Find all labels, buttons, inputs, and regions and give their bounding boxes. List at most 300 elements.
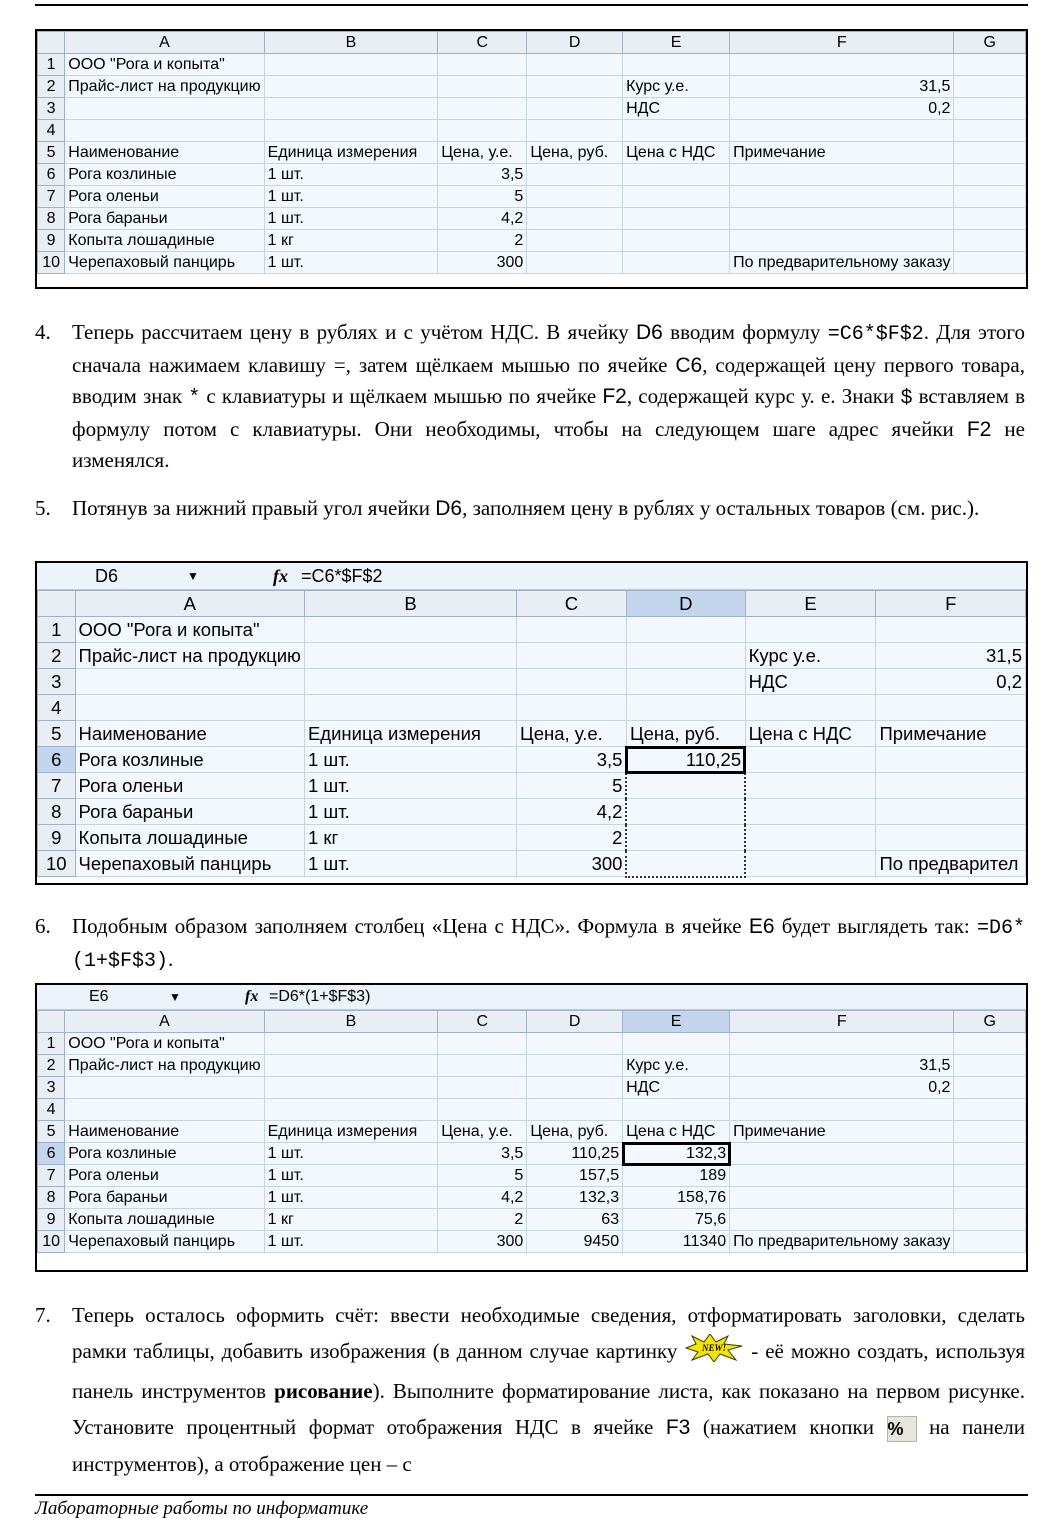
cell-d7[interactable] bbox=[626, 773, 745, 799]
cell-c9[interactable]: 2 bbox=[517, 825, 627, 851]
column-header-e[interactable]: E bbox=[623, 32, 730, 54]
cell-f4[interactable] bbox=[730, 1099, 954, 1121]
step-number: 5. bbox=[35, 496, 51, 520]
cell-a5[interactable]: Наименование bbox=[65, 1121, 264, 1143]
cell-d1[interactable] bbox=[527, 1033, 623, 1055]
cell-b6[interactable]: 1 шт. bbox=[304, 747, 516, 773]
cell-d9[interactable] bbox=[527, 230, 623, 252]
cell-f9[interactable] bbox=[730, 1209, 954, 1231]
cell-e1[interactable] bbox=[623, 54, 730, 76]
cell-a1[interactable]: ООО "Рога и копыта" bbox=[65, 54, 264, 76]
cell-d7[interactable] bbox=[527, 186, 623, 208]
step-6 bbox=[35, 911, 1025, 977]
cell-c9[interactable]: 2 bbox=[438, 230, 527, 252]
cell-d4[interactable] bbox=[626, 695, 745, 721]
formula-input[interactable]: =D6*(1+$F$3) bbox=[269, 988, 371, 1005]
cell-f8[interactable] bbox=[730, 208, 954, 230]
cell-c10[interactable]: 300 bbox=[438, 1231, 527, 1253]
cell-b4[interactable] bbox=[264, 1099, 438, 1121]
cell-c6[interactable]: 3,5 bbox=[438, 1143, 527, 1165]
table-row bbox=[38, 1143, 1026, 1165]
cell-c2[interactable] bbox=[517, 643, 627, 669]
cell-f8[interactable] bbox=[876, 799, 1026, 825]
cell-b7[interactable]: 1 шт. bbox=[304, 773, 516, 799]
cell-c1[interactable] bbox=[438, 1033, 527, 1055]
cell-g7[interactable] bbox=[954, 186, 1026, 208]
cell-a7[interactable]: Рога оленьи bbox=[75, 773, 304, 799]
cell-f10[interactable]: По предварительному заказу bbox=[730, 1231, 954, 1253]
text: Подобным образом заполняем столбец «Цена с НДС». Формула в ячейке bbox=[72, 914, 749, 938]
cell-g1[interactable] bbox=[954, 1033, 1026, 1055]
cell-a10[interactable]: Черепаховый панцирь bbox=[65, 252, 264, 274]
cell-b1[interactable] bbox=[264, 54, 438, 76]
cell-b5[interactable]: Единица измерения bbox=[264, 142, 438, 164]
cell-f7[interactable] bbox=[730, 1165, 954, 1187]
name-box-dropdown-icon[interactable]: ▼ bbox=[187, 569, 199, 583]
cell-c10[interactable]: 300 bbox=[438, 252, 527, 274]
cell-e8[interactable] bbox=[623, 208, 730, 230]
cell-a9[interactable]: Копыта лошадиные bbox=[65, 230, 264, 252]
table-row bbox=[38, 98, 1026, 120]
row-header-9[interactable]: 9 bbox=[38, 825, 76, 851]
text: вставляем в формулу потом с клавиатуры. Они необходимы, чтобы на следующем шаге адрес ячейки bbox=[72, 384, 1025, 441]
cell-f4[interactable] bbox=[876, 695, 1026, 721]
cell-d5[interactable]: Цена, руб. bbox=[626, 721, 745, 747]
column-header-a[interactable]: A bbox=[65, 1011, 264, 1033]
column-header-c[interactable]: C bbox=[517, 591, 627, 617]
cell-c7[interactable]: 5 bbox=[438, 186, 527, 208]
cell-f10[interactable]: По предварительному заказу bbox=[730, 252, 954, 274]
row-header-8[interactable]: 8 bbox=[38, 1187, 65, 1209]
cell-e2[interactable]: Курс у.е. bbox=[623, 76, 730, 98]
cell-f1[interactable] bbox=[730, 54, 954, 76]
cell-f5[interactable]: Примечание bbox=[876, 721, 1026, 747]
column-header-b[interactable]: B bbox=[304, 591, 516, 617]
cell-e5[interactable]: Цена с НДС bbox=[623, 142, 730, 164]
column-header-a[interactable]: A bbox=[75, 591, 304, 617]
cell-g10[interactable] bbox=[954, 1231, 1026, 1253]
cell-c2[interactable] bbox=[438, 1055, 527, 1077]
column-header-e[interactable]: E bbox=[745, 591, 876, 617]
cell-c8[interactable]: 4,2 bbox=[438, 208, 527, 230]
cell-g7[interactable] bbox=[954, 1165, 1026, 1187]
table-row bbox=[38, 721, 1026, 747]
row-header-3[interactable]: 3 bbox=[38, 669, 76, 695]
cell-f6[interactable] bbox=[730, 164, 954, 186]
cell-e7[interactable]: 189 bbox=[623, 1165, 730, 1187]
cell-f7[interactable] bbox=[876, 773, 1026, 799]
cell-c2[interactable] bbox=[438, 76, 527, 98]
cell-g9[interactable] bbox=[954, 1209, 1026, 1231]
cell-b8[interactable]: 1 шт. bbox=[304, 799, 516, 825]
cell-a8[interactable]: Рога бараньи bbox=[65, 208, 264, 230]
cell-d6[interactable] bbox=[527, 164, 623, 186]
cell-e8[interactable]: 158,76 bbox=[623, 1187, 730, 1209]
cell-d3[interactable] bbox=[527, 98, 623, 120]
row-header-6[interactable]: 6 bbox=[38, 164, 65, 186]
formula: =C6*$F$2 bbox=[827, 323, 924, 346]
cell-g4[interactable] bbox=[954, 120, 1026, 142]
cell-d10[interactable] bbox=[626, 851, 745, 877]
cell-c7[interactable]: 5 bbox=[438, 1165, 527, 1187]
cell-f9[interactable] bbox=[730, 230, 954, 252]
cell-e4[interactable] bbox=[623, 120, 730, 142]
cell-ref: F3 bbox=[665, 1415, 691, 1439]
cell-c5[interactable]: Цена, у.е. bbox=[438, 142, 527, 164]
cell-g1[interactable] bbox=[954, 54, 1026, 76]
cell-b2[interactable] bbox=[304, 643, 516, 669]
cell-a1[interactable]: ООО "Рога и копыта" bbox=[75, 617, 304, 643]
cell-c4[interactable] bbox=[517, 695, 627, 721]
cell-d3[interactable] bbox=[626, 669, 745, 695]
row-header-7[interactable]: 7 bbox=[38, 773, 76, 799]
table-row bbox=[38, 643, 1026, 669]
cell-e7[interactable] bbox=[745, 773, 876, 799]
cell-f2[interactable]: 31,5 bbox=[730, 76, 954, 98]
cell-f2[interactable]: 31,5 bbox=[730, 1055, 954, 1077]
cell-d2[interactable] bbox=[527, 1055, 623, 1077]
cell-g5[interactable] bbox=[954, 142, 1026, 164]
cell-b2[interactable] bbox=[264, 76, 438, 98]
cell-e2[interactable]: Курс у.е. bbox=[623, 1055, 730, 1077]
cell-f5[interactable]: Примечание bbox=[730, 1121, 954, 1143]
cell-d6[interactable]: 110,25 bbox=[626, 747, 745, 773]
cell-d10[interactable] bbox=[527, 252, 623, 274]
cell-d5[interactable]: Цена, руб. bbox=[527, 142, 623, 164]
cell-d7[interactable]: 157,5 bbox=[527, 1165, 623, 1187]
cell-e7[interactable] bbox=[623, 186, 730, 208]
function-icon[interactable]: fx bbox=[245, 988, 259, 1005]
step-4 bbox=[35, 317, 1025, 475]
row-header-7[interactable]: 7 bbox=[38, 186, 65, 208]
cell-e9[interactable] bbox=[745, 825, 876, 851]
cell-b9[interactable]: 1 кг bbox=[304, 825, 516, 851]
cell-f1[interactable] bbox=[876, 617, 1026, 643]
cell-c5[interactable]: Цена, у.е. bbox=[517, 721, 627, 747]
cell-b10[interactable]: 1 шт. bbox=[264, 252, 438, 274]
cell-e4[interactable] bbox=[623, 1099, 730, 1121]
cell-f8[interactable] bbox=[730, 1187, 954, 1209]
step-text bbox=[72, 911, 1025, 977]
cell-g10[interactable] bbox=[954, 252, 1026, 274]
cell-a3[interactable] bbox=[65, 98, 264, 120]
cell-a10[interactable]: Черепаховый панцирь bbox=[65, 1231, 264, 1253]
cell-g8[interactable] bbox=[954, 1187, 1026, 1209]
row-header-9[interactable]: 9 bbox=[38, 230, 65, 252]
cell-a5[interactable]: Наименование bbox=[65, 142, 264, 164]
table-row bbox=[38, 1187, 1026, 1209]
cell-b3[interactable] bbox=[264, 98, 438, 120]
cell-e9[interactable] bbox=[623, 230, 730, 252]
cell-b1[interactable] bbox=[304, 617, 516, 643]
row-header-4[interactable]: 4 bbox=[38, 1099, 65, 1121]
table-row bbox=[38, 1033, 1026, 1055]
name-box[interactable]: D6 bbox=[95, 566, 119, 586]
row-header-2[interactable]: 2 bbox=[38, 643, 76, 669]
text: будет выглядеть так: bbox=[774, 914, 977, 938]
cell-b6[interactable]: 1 шт. bbox=[264, 1143, 438, 1165]
cell-c9[interactable]: 2 bbox=[438, 1209, 527, 1231]
row-header-10[interactable]: 10 bbox=[38, 851, 76, 877]
cell-e6[interactable]: 132,3 bbox=[623, 1143, 730, 1165]
cell-f7[interactable] bbox=[730, 186, 954, 208]
row-header-3[interactable]: 3 bbox=[38, 98, 65, 120]
cell-d2[interactable] bbox=[527, 76, 623, 98]
row-header-10[interactable]: 10 bbox=[38, 1231, 65, 1253]
column-header-d[interactable]: D bbox=[527, 1011, 623, 1033]
row-header-4[interactable]: 4 bbox=[38, 695, 76, 721]
cell-b8[interactable]: 1 шт. bbox=[264, 1187, 438, 1209]
cell-g4[interactable] bbox=[954, 1099, 1026, 1121]
cell-f6[interactable] bbox=[730, 1143, 954, 1165]
cell-b5[interactable]: Единица измерения bbox=[304, 721, 516, 747]
cell-d1[interactable] bbox=[626, 617, 745, 643]
cell-a7[interactable]: Рога оленьи bbox=[65, 1165, 264, 1187]
cell-c5[interactable]: Цена, у.е. bbox=[438, 1121, 527, 1143]
cell-d9[interactable] bbox=[626, 825, 745, 851]
formula: =D6*(1+$F$3) bbox=[72, 917, 1025, 973]
cell-b9[interactable]: 1 кг bbox=[264, 230, 438, 252]
cell-d1[interactable] bbox=[527, 54, 623, 76]
cell-a8[interactable]: Рога бараньи bbox=[75, 799, 304, 825]
cell-b3[interactable] bbox=[304, 669, 516, 695]
column-header-f[interactable]: F bbox=[876, 591, 1026, 617]
row-header-4[interactable]: 4 bbox=[38, 120, 65, 142]
grid-3 bbox=[37, 1010, 1026, 1253]
cell-a6[interactable]: Рога козлиные bbox=[65, 1143, 264, 1165]
cell-b7[interactable]: 1 шт. bbox=[264, 1165, 438, 1187]
cell-a7[interactable]: Рога оленьи bbox=[65, 186, 264, 208]
cell-d10[interactable]: 9450 bbox=[527, 1231, 623, 1253]
cell-f9[interactable] bbox=[876, 825, 1026, 851]
name-box-dropdown-icon[interactable]: ▼ bbox=[169, 990, 181, 1004]
row-header-6[interactable]: 6 bbox=[38, 1143, 65, 1165]
cell-b3[interactable] bbox=[264, 1077, 438, 1099]
text: вводим формулу bbox=[662, 320, 828, 344]
cell-f5[interactable]: Примечание bbox=[730, 142, 954, 164]
row-header-3[interactable]: 3 bbox=[38, 1077, 65, 1099]
row-header-2[interactable]: 2 bbox=[38, 76, 65, 98]
cell-a6[interactable]: Рога козлиные bbox=[75, 747, 304, 773]
row-header-5[interactable]: 5 bbox=[38, 721, 76, 747]
cell-e2[interactable]: Курс у.е. bbox=[745, 643, 876, 669]
cell-d6[interactable]: 110,25 bbox=[527, 1143, 623, 1165]
cell-f3[interactable]: 0,2 bbox=[876, 669, 1026, 695]
cell-e1[interactable] bbox=[623, 1033, 730, 1055]
cell-d8[interactable] bbox=[527, 208, 623, 230]
cell-a5[interactable]: Наименование bbox=[75, 721, 304, 747]
cell-e10[interactable] bbox=[623, 252, 730, 274]
column-header-c[interactable]: C bbox=[438, 1011, 527, 1033]
cell-g6[interactable] bbox=[954, 1143, 1026, 1165]
step-text bbox=[72, 1297, 1025, 1482]
cell-g5[interactable] bbox=[954, 1121, 1026, 1143]
table-row bbox=[38, 142, 1026, 164]
cell-d4[interactable] bbox=[527, 120, 623, 142]
name-box[interactable]: E6 bbox=[89, 988, 109, 1005]
cell-ref: D6 bbox=[435, 497, 463, 520]
cell-c6[interactable]: 3,5 bbox=[517, 747, 627, 773]
cell-b9[interactable]: 1 кг bbox=[264, 1209, 438, 1231]
cell-d8[interactable] bbox=[626, 799, 745, 825]
row-header-6[interactable]: 6 bbox=[38, 747, 76, 773]
row-header-1[interactable]: 1 bbox=[38, 617, 76, 643]
cell-c7[interactable]: 5 bbox=[517, 773, 627, 799]
cell-f10[interactable]: По предварител bbox=[876, 851, 1026, 877]
cell-e10[interactable]: 11340 bbox=[623, 1231, 730, 1253]
cell-e5[interactable]: Цена с НДС bbox=[745, 721, 876, 747]
table-row bbox=[38, 825, 1026, 851]
column-header-g[interactable]: G bbox=[954, 32, 1026, 54]
cell-c4[interactable] bbox=[438, 1099, 527, 1121]
cell-g3[interactable] bbox=[954, 98, 1026, 120]
cell-ref: C6 bbox=[675, 354, 703, 377]
table-row bbox=[38, 747, 1026, 773]
cell-f3[interactable]: 0,2 bbox=[730, 1077, 954, 1099]
cell-c4[interactable] bbox=[438, 120, 527, 142]
new-badge-text: NEW! bbox=[702, 1342, 727, 1353]
cell-d8[interactable]: 132,3 bbox=[527, 1187, 623, 1209]
cell-a8[interactable]: Рога бараньи bbox=[65, 1187, 264, 1209]
cell-b10[interactable]: 1 шт. bbox=[304, 851, 516, 877]
cell-f1[interactable] bbox=[730, 1033, 954, 1055]
row-header-8[interactable]: 8 bbox=[38, 799, 76, 825]
row-header-5[interactable]: 5 bbox=[38, 1121, 65, 1143]
cell-b1[interactable] bbox=[264, 1033, 438, 1055]
column-header-f[interactable]: F bbox=[730, 32, 954, 54]
cell-e9[interactable]: 75,6 bbox=[623, 1209, 730, 1231]
cell-f2[interactable]: 31,5 bbox=[876, 643, 1026, 669]
cell-b6[interactable]: 1 шт. bbox=[264, 164, 438, 186]
step-7 bbox=[35, 1297, 1025, 1482]
cell-b7[interactable]: 1 шт. bbox=[264, 186, 438, 208]
text: Теперь рассчитаем цену в рублях и с учётом НДС. В ячейку bbox=[72, 320, 637, 344]
cell-a6[interactable]: Рога козлиные bbox=[65, 164, 264, 186]
table-row bbox=[38, 54, 1026, 76]
cell-b5[interactable]: Единица измерения bbox=[264, 1121, 438, 1143]
cell-f6[interactable] bbox=[876, 747, 1026, 773]
cell-e4[interactable] bbox=[745, 695, 876, 721]
cell-e1[interactable] bbox=[745, 617, 876, 643]
row-header-5[interactable]: 5 bbox=[38, 142, 65, 164]
row-header-2[interactable]: 2 bbox=[38, 1055, 65, 1077]
text: на панели инструментов), а отображение цен – с bbox=[72, 1414, 1026, 1476]
row-header-1[interactable]: 1 bbox=[38, 54, 65, 76]
cell-e3[interactable]: НДС bbox=[623, 98, 730, 120]
cell-a3[interactable] bbox=[75, 669, 304, 695]
cell-b4[interactable] bbox=[264, 120, 438, 142]
text: - её можно создать, используя панель инструментов bbox=[72, 1339, 1025, 1403]
cell-f3[interactable]: 0,2 bbox=[730, 98, 954, 120]
cell-a2[interactable]: Прайс-лист на продукцию bbox=[65, 1055, 264, 1077]
cell-e8[interactable] bbox=[745, 799, 876, 825]
cell-g3[interactable] bbox=[954, 1077, 1026, 1099]
column-header-d[interactable]: D bbox=[527, 32, 623, 54]
cell-g2[interactable] bbox=[954, 1055, 1026, 1077]
column-header-b[interactable]: B bbox=[264, 1011, 438, 1033]
cell-a2[interactable]: Прайс-лист на продукцию bbox=[75, 643, 304, 669]
cell-e6[interactable] bbox=[745, 747, 876, 773]
new-badge-icon bbox=[684, 1334, 744, 1373]
column-header-g[interactable]: G bbox=[954, 1011, 1026, 1033]
row-header-10[interactable]: 10 bbox=[38, 252, 65, 274]
cell-e3[interactable]: НДС bbox=[623, 1077, 730, 1099]
cell-a10[interactable]: Черепаховый панцирь bbox=[75, 851, 304, 877]
cell-c10[interactable]: 300 bbox=[517, 851, 627, 877]
cell-ref: F2 bbox=[966, 418, 992, 441]
cell-ref: D6 bbox=[636, 321, 663, 344]
formula-bar bbox=[37, 985, 1026, 1010]
function-icon[interactable]: fx bbox=[273, 566, 288, 586]
cell-c8[interactable]: 4,2 bbox=[438, 1187, 527, 1209]
column-header-e[interactable]: E bbox=[623, 1011, 730, 1033]
cell-d4[interactable] bbox=[527, 1099, 623, 1121]
cell-e6[interactable] bbox=[623, 164, 730, 186]
bottom-rule bbox=[35, 1494, 1028, 1496]
column-header-b[interactable]: B bbox=[264, 32, 438, 54]
table-row bbox=[38, 1231, 1026, 1253]
row-header-7[interactable]: 7 bbox=[38, 1165, 65, 1187]
row-header-9[interactable]: 9 bbox=[38, 1209, 65, 1231]
cell-d2[interactable] bbox=[626, 643, 745, 669]
cell-f4[interactable] bbox=[730, 120, 954, 142]
cell-c6[interactable]: 3,5 bbox=[438, 164, 527, 186]
row-header-8[interactable]: 8 bbox=[38, 208, 65, 230]
cell-c8[interactable]: 4,2 bbox=[517, 799, 627, 825]
cell-g8[interactable] bbox=[954, 208, 1026, 230]
cell-d3[interactable] bbox=[527, 1077, 623, 1099]
cell-d5[interactable]: Цена, руб. bbox=[527, 1121, 623, 1143]
cell-a9[interactable]: Копыта лошадиные bbox=[75, 825, 304, 851]
cell-c1[interactable] bbox=[438, 54, 527, 76]
corner-cell[interactable] bbox=[38, 591, 76, 617]
cell-c3[interactable] bbox=[517, 669, 627, 695]
cell-e3[interactable]: НДС bbox=[745, 669, 876, 695]
table-row bbox=[38, 773, 1026, 799]
column-header-d[interactable]: D bbox=[626, 591, 745, 617]
column-header-a[interactable]: A bbox=[65, 32, 264, 54]
corner-cell[interactable] bbox=[38, 32, 65, 54]
cell-a4[interactable] bbox=[65, 120, 264, 142]
cell-c1[interactable] bbox=[517, 617, 627, 643]
row-header-1[interactable]: 1 bbox=[38, 1033, 65, 1055]
top-rule bbox=[35, 4, 1028, 6]
cell-c3[interactable] bbox=[438, 1077, 527, 1099]
table-row bbox=[38, 851, 1026, 877]
cell-b2[interactable] bbox=[264, 1055, 438, 1077]
cell-b4[interactable] bbox=[304, 695, 516, 721]
corner-cell[interactable] bbox=[38, 1011, 65, 1033]
cell-b8[interactable]: 1 шт. bbox=[264, 208, 438, 230]
cell-e5[interactable]: Цена с НДС bbox=[623, 1121, 730, 1143]
cell-g6[interactable] bbox=[954, 164, 1026, 186]
cell-c3[interactable] bbox=[438, 98, 527, 120]
cell-a2[interactable]: Прайс-лист на продукцию bbox=[65, 76, 264, 98]
column-header-f[interactable]: F bbox=[730, 1011, 954, 1033]
cell-g2[interactable] bbox=[954, 76, 1026, 98]
cell-b10[interactable]: 1 шт. bbox=[264, 1231, 438, 1253]
cell-a3[interactable] bbox=[65, 1077, 264, 1099]
formula-input[interactable]: =C6*$F$2 bbox=[301, 566, 383, 586]
cell-a1[interactable]: ООО "Рога и копыта" bbox=[65, 1033, 264, 1055]
cell-a4[interactable] bbox=[65, 1099, 264, 1121]
cell-e10[interactable] bbox=[745, 851, 876, 877]
cell-a9[interactable]: Копыта лошадиные bbox=[65, 1209, 264, 1231]
column-header-c[interactable]: C bbox=[438, 32, 527, 54]
cell-d9[interactable]: 63 bbox=[527, 1209, 623, 1231]
cell-a4[interactable] bbox=[75, 695, 304, 721]
cell-g9[interactable] bbox=[954, 230, 1026, 252]
